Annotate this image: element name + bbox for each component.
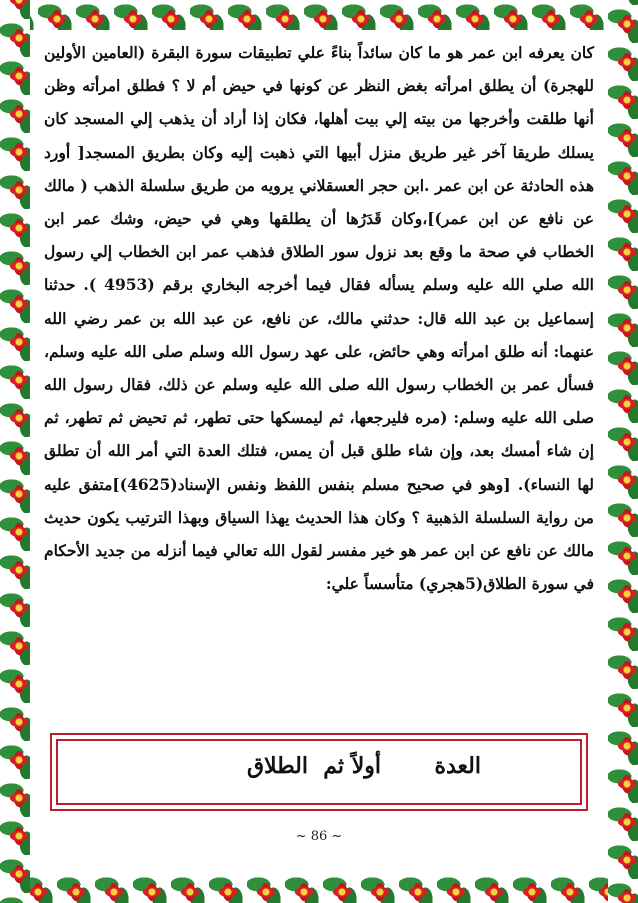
main-text (44, 36, 594, 600)
border-left (0, 0, 30, 903)
term-iddah: العدة (434, 753, 481, 779)
border-right (608, 0, 638, 903)
body-paragraph: كان يعرفه ابن عمر هو ما كان سائداً بناءً علي تطبيقات سورة البقرة (العامين الأولين للهجرة) أن يطلق امرأته بغض النظر عن كونها في حيض أم لا ؟ فطلق امرأته وظن أنها طلقت وأخرجها من بيته إلي بيت أهلها، فكان إذا أراد أن يذهب إلي المسجد كان يسلك طريقا آخر غير طريق منزل أبيها التي ذهبت إليه وكان بطريق المسجد[ أورد هذه الحادثة عن ابن عمر .ابن حجر العسقلاني يرويه من طريق سلسلة الذهب ( مالك عن نافع عن ابن عمر)]،وكان قَدَرُها أن يطلقها وهي في حيض، وشك عمر ابن الخطاب في صحة ما وقع بعد نزول سور الطلاق فذهب عمر ابن الخطاب إلي رسول الله صلي الله عليه وسلم يسأله فقال فيما أخرجه البخاري برقم (4953 ). حدثنا إسماعيل بن عبد الله قال: حدثني مالك، عن نافع، عن عبد الله بن عمر رضي الله عنهما: أنه طلق امرأته وهي حائض، على عهد رسول الله وسلم صلى الله عليه وسلم، فسأل عمر بن الخطاب رسول الله صلى الله عليه وسلم عن ذلك، فقال رسول الله صلى الله عليه وسلم: (مره فليرجعها، ثم ليمسكها حتى تطهر، ثم تحيض ثم تطهر، ثم إن شاء أمسك بعد، وإن شاء طلق قبل أن يمس، فتلك العدة التي أمر الله أن تطلق لها النساء). [وهو في صحيح مسلم بنفس اللفظ ونفس الإسناد(4625)]متفق عليه من رواية السلسلة الذهبية ؟ وكان هذا الحديث يهذا السياق وبهذا الترتيب يكون حديث مالك عن نافع عن ابن عمر هو خير مفسر لقول الله تعالي فيما أنزله من جديد الأحكام في سورة الطلاق(5هجري) متأسساً علي: (44, 43, 594, 594)
summary-box (50, 733, 588, 811)
term-talaq: الطلاق (246, 753, 308, 779)
border-top (0, 0, 638, 30)
border-bottom (0, 873, 638, 903)
page-number: ~ 86 ~ (295, 829, 343, 844)
summary-box-inner-border (56, 739, 582, 805)
term-first-then: أولاً ثم (323, 753, 381, 779)
